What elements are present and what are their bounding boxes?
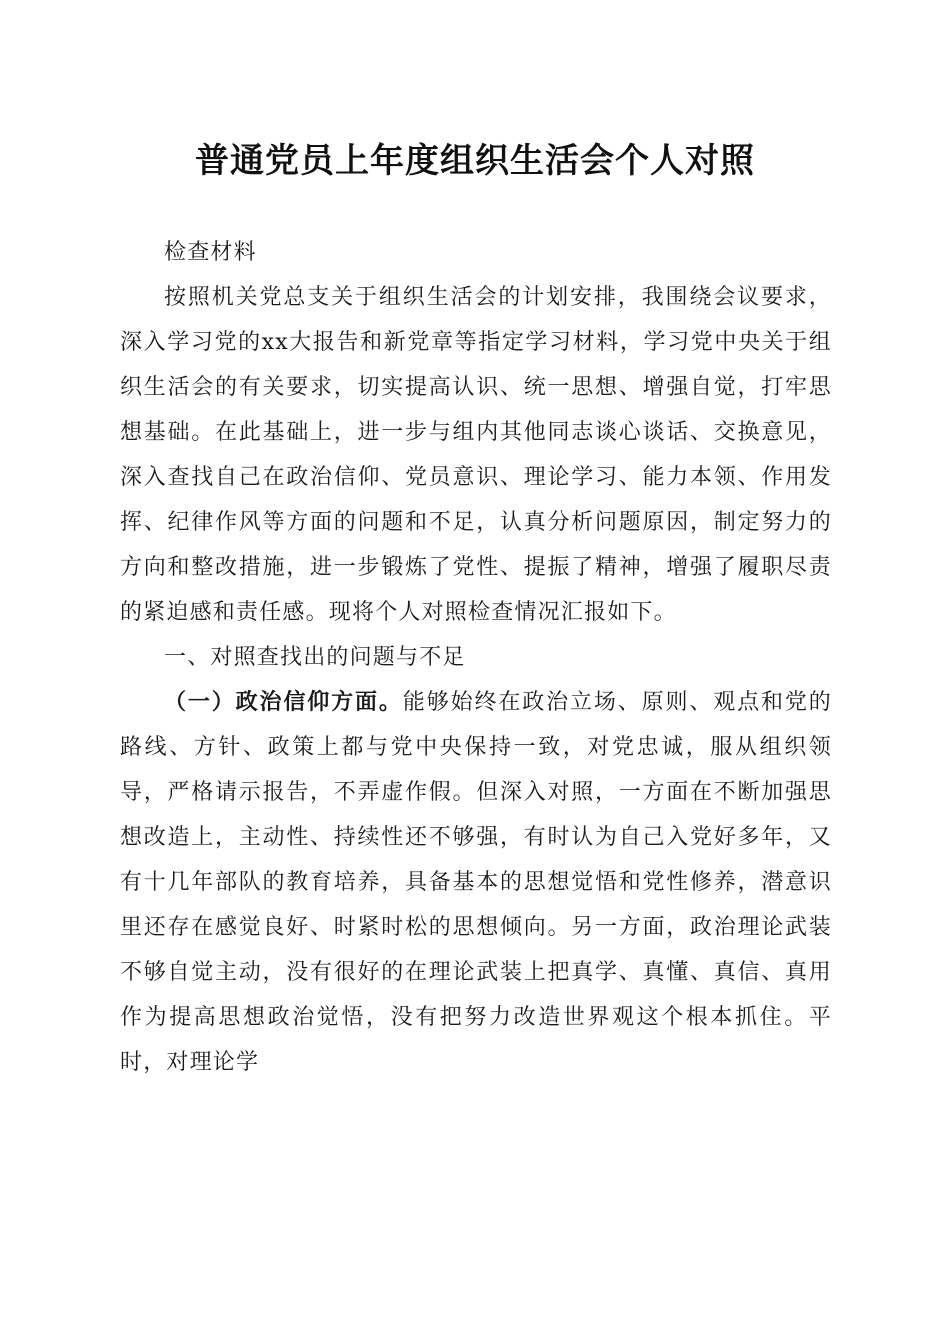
item-paragraph-1 [120,680,832,1085]
document-body [120,230,832,1085]
item-lead-1: （一）政治信仰方面。 [164,689,403,715]
document-subtitle: 检查材料 [164,240,257,265]
section-heading-1: 一、对照查找出的问题与不足 [164,645,466,670]
intro-paragraph: 按照机关党总支关于组织生活会的计划安排，我围绕会议要求，深入学习党的xx大报告和新党章等指定学习材料，学习党中央关于组织生活会的有关要求，切实提高认识、统一思想、增强自觉，打牢思想基础。在此基础上，进一步与组内其他同志谈心谈话、交换意见，深入查找自己在政治信仰、党员意识、理论学习、能力本领、作用发挥、纪律作风等方面的问题和不足，认真分析问题原因，制定努力的方向和整改措施，进一步锻炼了党性、提振了精神，增强了履职尽责的紧迫感和责任感。现将个人对照检查情况汇报如下。 [120,285,832,625]
document-title: 普通党员上年度组织生活会个人对照 [195,141,755,181]
item-text-1: 能够始终在政治立场、原则、观点和党的路线、方针、政策上都与党中央保持一致，对党忠诚，服从组织领导，严格请示报告，不弄虚作假。但深入对照，一方面在不断加强思想改造上，主动性、持续性还不够强，有时认为自己入党好多年，又有十几年部队的教育培养，具备基本的思想觉悟和党性修养，潜意识里还存在感觉良好、时紧时松的思想倾向。另一方面，政治理论武装不够自觉主动，没有很好的在理论武装上把真学、真懂、真信、真用作为提高思想政治觉悟，没有把努力改造世界观这个根本抓住。平时，对理论学 [120,690,832,1075]
